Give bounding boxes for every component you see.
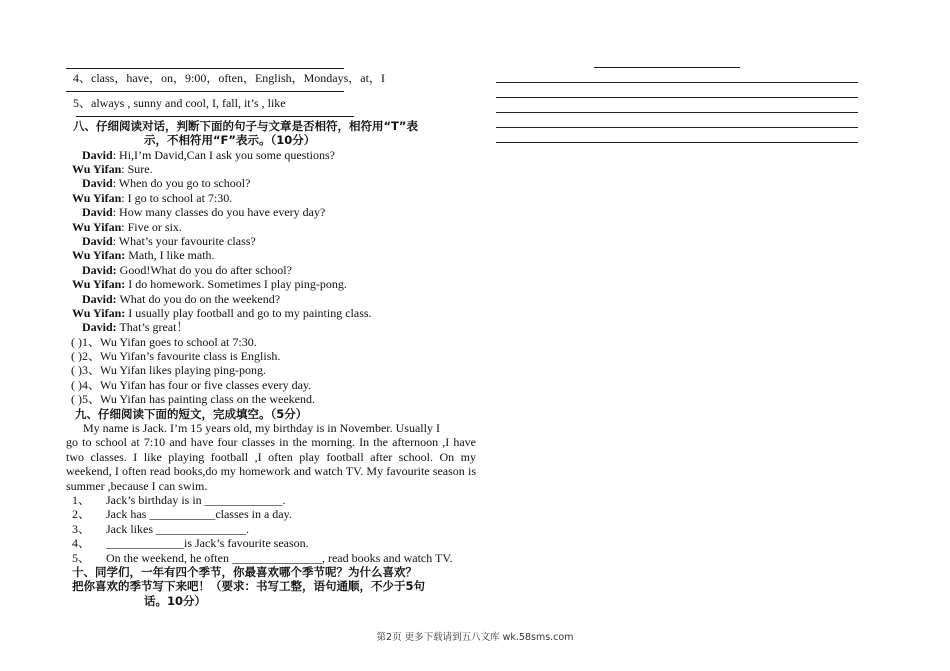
speaker-name: David — [82, 233, 113, 248]
dialogue-text: : I go to school at 7:30. — [121, 190, 233, 205]
dialogue-text: : Five or six. — [121, 219, 182, 234]
dialogue-line — [82, 234, 476, 248]
passage-body: go to school at 7:10 and have four classes in the morning. In the afternoon ,I have two classes. I like playing football ,I often play football after school. On my weekend, I often read books,do my homework and watch TV. My favourite season is summer ,because I can swim. — [66, 435, 476, 493]
speaker-name: Wu Yifan: — [72, 248, 126, 263]
writing-line[interactable] — [496, 82, 858, 83]
answer-line — [66, 91, 344, 92]
speaker-name: Wu Yifan: — [72, 277, 126, 292]
speaker-name: Wu Yifan: — [72, 305, 126, 320]
writing-line[interactable] — [496, 112, 858, 113]
dialogue-line — [72, 248, 476, 262]
judgment-item[interactable]: ( )2、Wu Yifan’s favourite class is English. — [71, 349, 281, 364]
dialogue-line — [82, 320, 476, 334]
fill-item[interactable] — [66, 522, 476, 536]
fill-item[interactable] — [66, 536, 476, 550]
speaker-name: Wu Yifan — [72, 190, 122, 205]
speaker-name: Wu Yifan — [72, 161, 122, 176]
fill-text: Jack has ___________classes in a day. — [106, 507, 292, 522]
dialogue-text: What do you do on the weekend? — [116, 291, 281, 306]
dialogue-line — [72, 191, 476, 205]
speaker-name: David: — [82, 291, 117, 306]
judgment-list — [66, 335, 476, 407]
fill-number: 3、 — [72, 521, 91, 536]
dialogue-text: That’s great！ — [116, 320, 189, 335]
fill-item[interactable] — [66, 493, 476, 507]
fill-text: Jack likes _______________. — [106, 521, 249, 536]
passage-first-line: My name is Jack. I’m 15 years old, my birthday is in November. Usually I — [83, 421, 440, 436]
fill-number: 5、 — [72, 550, 91, 565]
dialogue-text: Good!What do you do after school? — [116, 262, 292, 277]
fill-item[interactable] — [66, 551, 476, 565]
judgment-item[interactable]: ( )5、Wu Yifan has painting class on the weekend. — [71, 392, 316, 407]
fill-list — [66, 493, 476, 565]
page-footer: 第2页 更多下载请到五八文库 wk.58sms.com — [376, 632, 574, 643]
judgment-item[interactable]: ( )3、Wu Yifan likes playing ping-pong. — [71, 363, 267, 378]
fill-number: 2、 — [72, 507, 91, 522]
dialogue-text: : When do you go to school? — [112, 176, 251, 191]
dialogue-line — [82, 263, 476, 277]
writing-line[interactable] — [496, 97, 858, 98]
section-8-title: 八、仔细阅读对话，判断下面的句子与文章是否相符，相符用“T”表 — [73, 118, 418, 133]
dialogue — [66, 148, 476, 335]
dialogue-text: : What’s your favourite class? — [112, 233, 256, 248]
dialogue-text: I usually play football and go to my painting class. — [125, 305, 372, 320]
section-10-title: 十、同学们，一年有四个季节，你最喜欢哪个季节呢？为什么喜欢？ — [72, 565, 417, 580]
section-8-title-cont: 示，不相符用“F”表示。（10分） — [144, 133, 316, 148]
fill-number: 4、 — [72, 536, 91, 551]
fill-text: _____________is Jack’s favourite season. — [106, 536, 309, 551]
speaker-name: Wu Yifan — [72, 219, 122, 234]
speaker-name: David: — [82, 320, 117, 335]
fill-text: Jack’s birthday is in _____________. — [106, 493, 286, 508]
dialogue-text: : How many classes do you have every day? — [112, 205, 326, 220]
dialogue-line — [72, 162, 476, 176]
speaker-name: David — [82, 147, 113, 162]
writing-area — [496, 58, 860, 143]
dialogue-text: Math, I like math. — [125, 248, 215, 263]
writing-line[interactable] — [496, 142, 858, 143]
answer-line — [76, 116, 354, 117]
question-4: 4、class，have，on，9:00，often，English，Mondays，at，I — [73, 71, 385, 85]
dialogue-line — [82, 205, 476, 219]
fill-item[interactable] — [66, 507, 476, 521]
speaker-name: David: — [82, 262, 117, 277]
judgment-item[interactable]: ( )4、Wu Yifan has four or five classes every day. — [71, 377, 312, 392]
left-column — [66, 58, 476, 608]
fill-text: On the weekend, he often _______________, read books and watch TV. — [106, 550, 453, 565]
writing-line[interactable] — [594, 67, 740, 68]
dialogue-line — [82, 176, 476, 190]
dialogue-text: I do homework. Sometimes I play ping-pong. — [125, 277, 347, 292]
dialogue-text: : Sure. — [121, 161, 153, 176]
dialogue-line — [82, 148, 476, 162]
judgment-item[interactable]: ( )1、Wu Yifan goes to school at 7:30. — [71, 334, 257, 349]
speaker-name: David — [82, 205, 113, 220]
speaker-name: David — [82, 176, 113, 191]
section-10-title-cont: 把你喜欢的季节写下来吧！（要求：书写工整，语句通顺，不少于5句 — [72, 579, 425, 594]
writing-line[interactable] — [496, 127, 858, 128]
dialogue-line — [82, 292, 476, 306]
dialogue-text: : Hi,I’m David,Can I ask you some questions? — [112, 147, 335, 162]
fill-number: 1、 — [72, 493, 91, 508]
dialogue-line — [72, 220, 476, 234]
answer-line — [66, 68, 344, 69]
dialogue-line — [72, 277, 476, 291]
question-5: 5、always , sunny and cool, I, fall, it’s , like — [73, 96, 286, 111]
dialogue-line — [72, 306, 476, 320]
section-9-title: 九、仔细阅读下面的短文，完成填空。（5分） — [75, 406, 308, 421]
section-10-title-end: 话。10分） — [144, 593, 207, 608]
